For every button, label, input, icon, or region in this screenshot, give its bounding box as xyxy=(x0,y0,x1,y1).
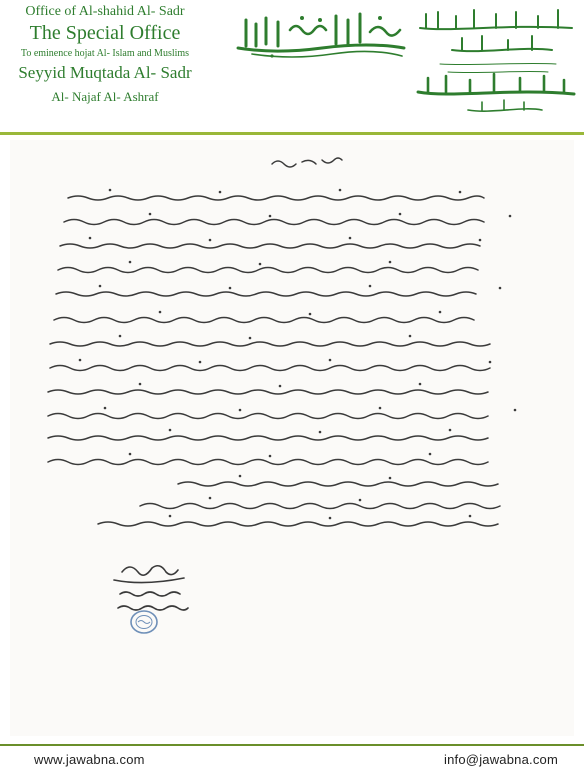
office-name: Office of Al-shahid Al- Sadr xyxy=(25,4,185,19)
header-divider xyxy=(0,132,584,135)
footer-divider xyxy=(0,744,584,746)
website-link[interactable]: www.jawabna.com xyxy=(34,752,145,767)
arabic-office-calligraphy xyxy=(412,6,580,122)
handwritten-arabic-text xyxy=(10,140,574,736)
eminence-line: To eminence hojat Al- Islam and Muslims xyxy=(20,48,190,59)
signature xyxy=(114,566,188,610)
letterhead xyxy=(0,0,584,132)
seal-stamp xyxy=(131,611,157,633)
special-office-title: The Special Office xyxy=(29,22,181,44)
english-letterhead xyxy=(0,4,210,105)
basmala-calligraphy-logo xyxy=(232,8,410,60)
email-link[interactable]: info@jawabna.com xyxy=(444,752,558,767)
handwritten-letter xyxy=(10,140,574,736)
city-line: Al- Najaf Al- Ashraf xyxy=(51,89,159,104)
sayyid-name: Seyyid Muqtada Al- Sadr xyxy=(18,63,192,82)
